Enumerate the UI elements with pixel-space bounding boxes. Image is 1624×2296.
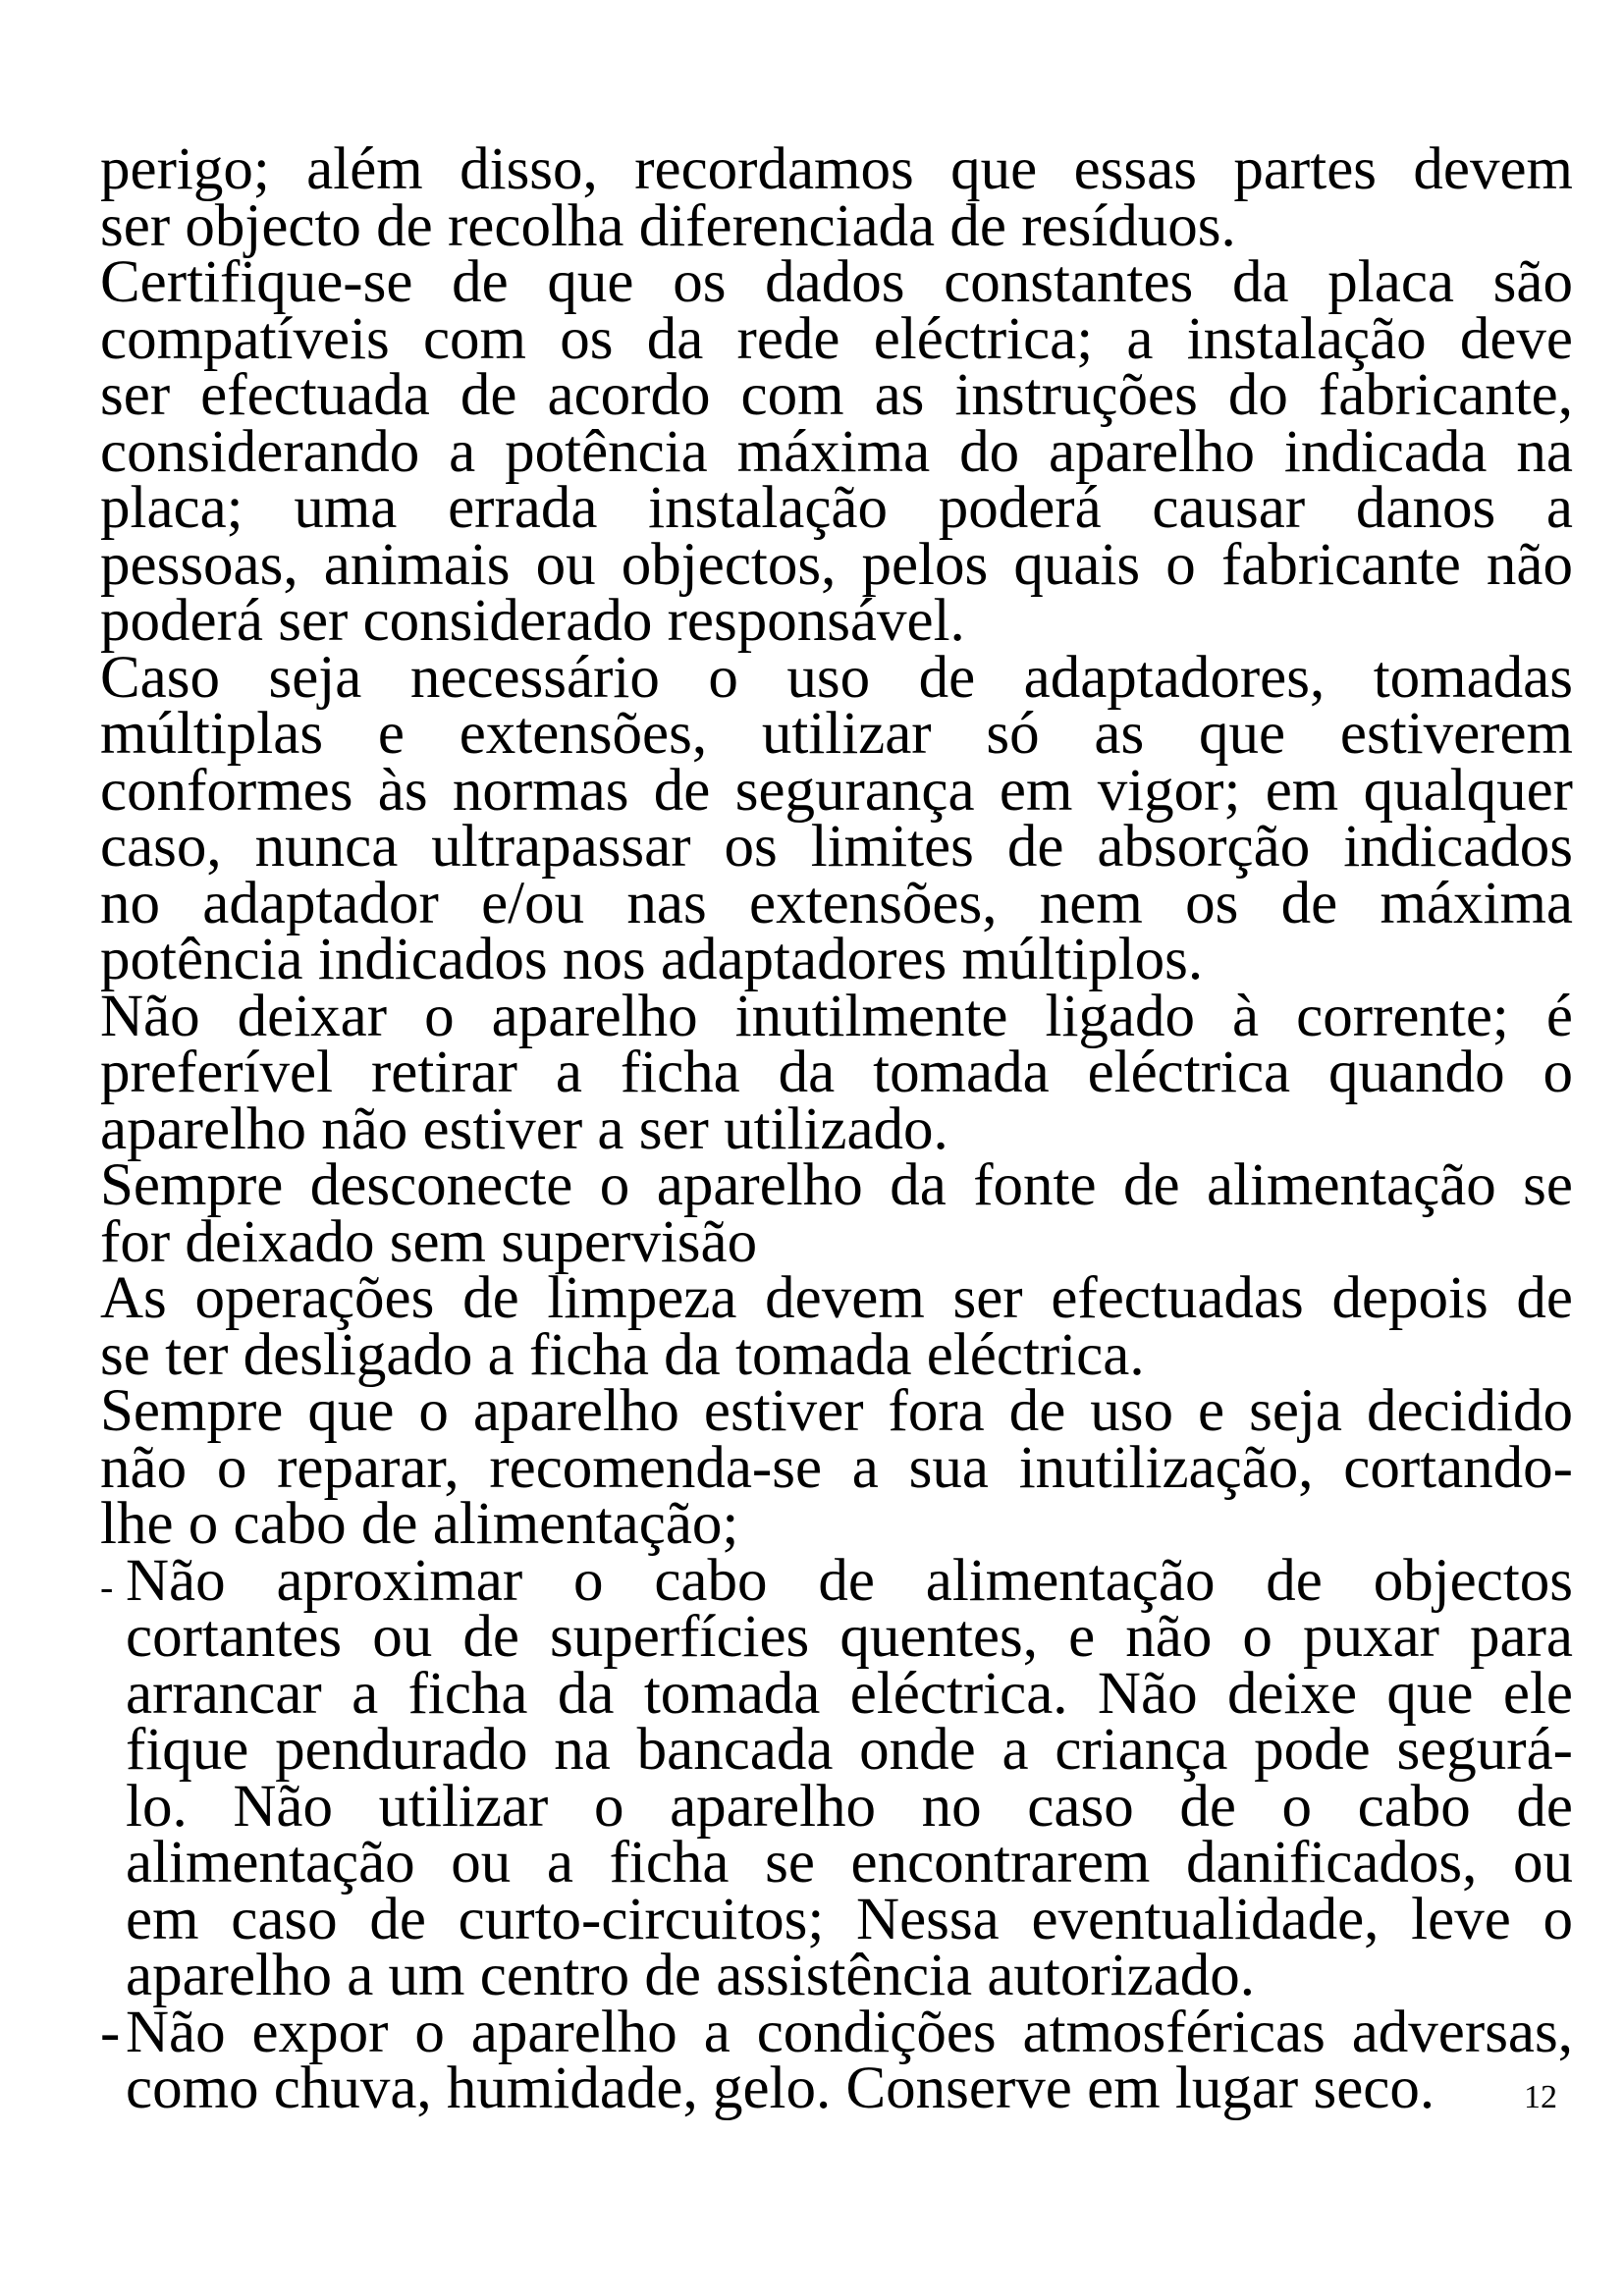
text-line: arrancar a ficha da tomada eléctrica. Não deixe que ele xyxy=(126,1660,1573,1727)
text-line: aparelho não estiver a ser utilizado. xyxy=(100,1095,948,1162)
text-line: não o reparar, recomenda-se a sua inutilização, cortando- xyxy=(100,1434,1573,1501)
text-line: múltiplas e extensões, utilizar só as que estiverem xyxy=(100,701,1573,767)
bullet-line xyxy=(100,1547,1573,1614)
paragraph xyxy=(100,1265,1573,1388)
text-line: se ter desligado a ficha da tomada eléctrica. xyxy=(100,1321,1145,1388)
text-line: Certifique-se de que os dados constantes da placa são xyxy=(100,249,1573,315)
text-line: como chuva, humidade, gelo. Conserve em lugar seco. xyxy=(126,2056,1435,2121)
text-line: fique pendurado na bancada onde a criança pode segurá- xyxy=(126,1717,1573,1783)
text-line: perigo; além disso, recordamos que essas partes devem xyxy=(100,136,1573,202)
text-line: ser efectuada de acordo com as instruções do fabricante, xyxy=(100,362,1573,428)
bullet-item xyxy=(100,1999,1573,2121)
text-line: placa; uma errada instalação poderá causar danos a xyxy=(100,475,1573,541)
text-line: lo. Não utilizar o aparelho no caso de o cabo de xyxy=(126,1773,1573,1840)
text-line: As operações de limpeza devem ser efectuadas depois de xyxy=(100,1265,1573,1331)
bullet-text: Não expor o aparelho a condições atmosféricas adversas, xyxy=(126,1999,1573,2065)
paragraph xyxy=(100,1378,1573,1557)
paragraph xyxy=(100,1152,1573,1275)
text-line: pessoas, animais ou objectos, pelos quais o fabricante não xyxy=(100,531,1573,598)
bullet-dash: - xyxy=(100,1999,121,2065)
text-line: cortantes ou de superfícies quentes, e não o puxar para xyxy=(126,1604,1573,1670)
text-line: no adaptador e/ou nas extensões, nem os de máxima xyxy=(100,870,1573,936)
paragraph xyxy=(100,644,1573,992)
text-line: compatíveis com os da rede eléctrica; a instalação deve xyxy=(100,305,1573,372)
bullet-text: Não aproximar o cabo de alimentação de objectos xyxy=(126,1547,1573,1614)
text-line: poderá ser considerado responsável. xyxy=(100,588,965,654)
text-line: preferível retirar a ficha da tomada eléctrica quando o xyxy=(100,1040,1573,1105)
text-line: aparelho a um centro de assistência autorizado. xyxy=(126,1943,1256,2008)
text-line: for deixado sem supervisão xyxy=(100,1208,758,1275)
text-line: Sempre desconecte o aparelho da fonte de alimentação se xyxy=(100,1152,1573,1218)
body-text xyxy=(100,136,1573,2121)
paragraph xyxy=(100,983,1573,1162)
bullet-dash: - xyxy=(100,1564,114,1609)
text-line: em caso de curto-circuitos; Nessa eventualidade, leve o xyxy=(126,1886,1573,1952)
text-line: ser objecto de recolha diferenciada de resíduos. xyxy=(100,192,1236,259)
text-line: considerando a potência máxima do aparelho indicada na xyxy=(100,418,1573,485)
paragraph xyxy=(100,249,1573,654)
text-line: Caso seja necessário o uso de adaptadores, tomadas xyxy=(100,644,1573,711)
text-line: conformes às normas de segurança em vigor; em qualquer xyxy=(100,757,1573,824)
bullet-line xyxy=(100,1999,1573,2065)
paragraph xyxy=(100,136,1573,259)
text-line: Não deixar o aparelho inutilmente ligado à corrente; é xyxy=(100,983,1573,1049)
text-line: Sempre que o aparelho estiver fora de uso e seja decidido xyxy=(100,1378,1573,1444)
text-line: alimentação ou a ficha se encontrarem danificados, ou xyxy=(126,1830,1573,1896)
page-number: 12 xyxy=(1524,2079,1557,2115)
text-line: potência indicados nos adaptadores múltiplos. xyxy=(100,927,1204,992)
text-line: caso, nunca ultrapassar os limites de absorção indicados xyxy=(100,814,1573,880)
bullet-item xyxy=(100,1547,1573,2008)
text-line: lhe o cabo de alimentação; xyxy=(100,1491,739,1557)
